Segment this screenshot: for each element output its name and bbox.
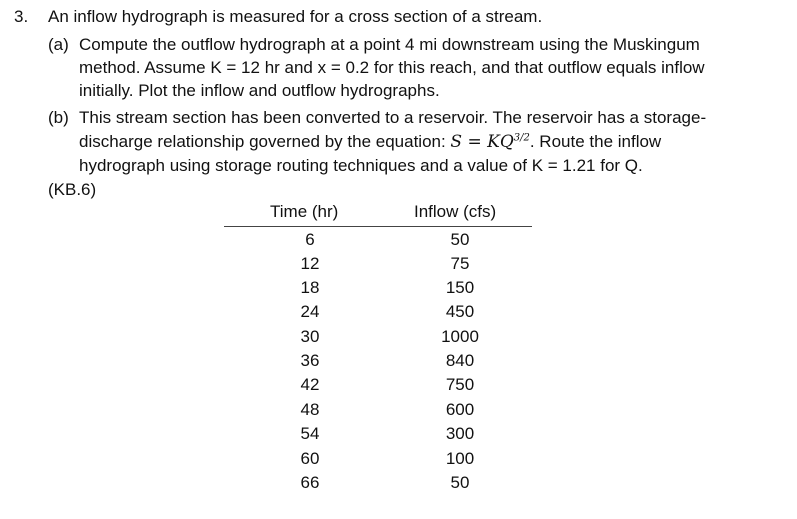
table-row xyxy=(224,300,534,324)
part-b-label: (b) xyxy=(48,108,69,127)
header-inflow: Inflow (cfs) xyxy=(414,202,497,221)
table-row xyxy=(224,276,534,300)
time-cell: 42 xyxy=(300,375,320,394)
time-cell: 54 xyxy=(300,424,320,443)
part-a-label: (a) xyxy=(48,35,69,54)
part-a-line-3: initially. Plot the inflow and outflow hydrographs. xyxy=(79,81,440,100)
header-time: Time (hr) xyxy=(270,202,339,221)
time-cell: 36 xyxy=(300,351,320,370)
inflow-cell: 50 xyxy=(450,473,470,492)
problem-number: 3. xyxy=(14,7,29,26)
time-cell: 66 xyxy=(300,473,320,492)
time-cell: 6 xyxy=(305,230,315,249)
table-row xyxy=(224,398,534,422)
part-a-line-1: Compute the outflow hydrograph at a point 4 mi downstream using the Muskingum xyxy=(79,35,700,54)
storage-equation-base: S = KQ xyxy=(450,132,514,152)
problem-intro: An inflow hydrograph is measured for a cross section of a stream. xyxy=(48,7,543,26)
storage-equation-exponent: 3/2 xyxy=(513,132,530,144)
table-row xyxy=(224,252,534,276)
part-a-line-2: method. Assume K = 12 hr and x = 0.2 for this reach, and that outflow equals inflow xyxy=(79,58,705,77)
part-b-line-3: hydrograph using storage routing techniques and a value of K = 1.21 for Q. xyxy=(79,156,643,175)
problem-reference: (KB.6) xyxy=(48,180,97,199)
time-cell: 12 xyxy=(300,254,320,273)
part-b-line-2-text: discharge relationship governed by the equation: xyxy=(79,132,451,151)
table-row xyxy=(224,325,534,349)
table-row xyxy=(224,228,534,252)
inflow-cell: 750 xyxy=(445,375,475,394)
time-cell: 60 xyxy=(300,449,320,468)
part-b-line-2-end: . Route the inflow xyxy=(529,132,662,151)
time-cell: 30 xyxy=(300,327,320,346)
table-row xyxy=(224,422,534,446)
header-rule xyxy=(224,226,532,227)
inflow-cell: 600 xyxy=(445,400,475,419)
table-row xyxy=(224,471,534,495)
inflow-cell: 840 xyxy=(445,351,475,370)
time-cell: 48 xyxy=(300,400,320,419)
part-b-line-2 xyxy=(79,131,661,153)
part-b-line-1: This stream section has been converted to a reservoir. The reservoir has a storage- xyxy=(79,108,707,127)
inflow-cell: 450 xyxy=(445,302,475,321)
time-cell: 24 xyxy=(300,302,320,321)
storage-equation xyxy=(450,132,529,152)
inflow-cell: 100 xyxy=(445,449,475,468)
inflow-cell: 300 xyxy=(445,424,475,443)
inflow-cell: 1000 xyxy=(441,327,479,346)
table-row xyxy=(224,349,534,373)
table-row xyxy=(224,373,534,397)
inflow-cell: 50 xyxy=(450,230,470,249)
table-row xyxy=(224,447,534,471)
inflow-cell: 150 xyxy=(445,278,475,297)
inflow-cell: 75 xyxy=(450,254,470,273)
time-cell: 18 xyxy=(300,278,320,297)
